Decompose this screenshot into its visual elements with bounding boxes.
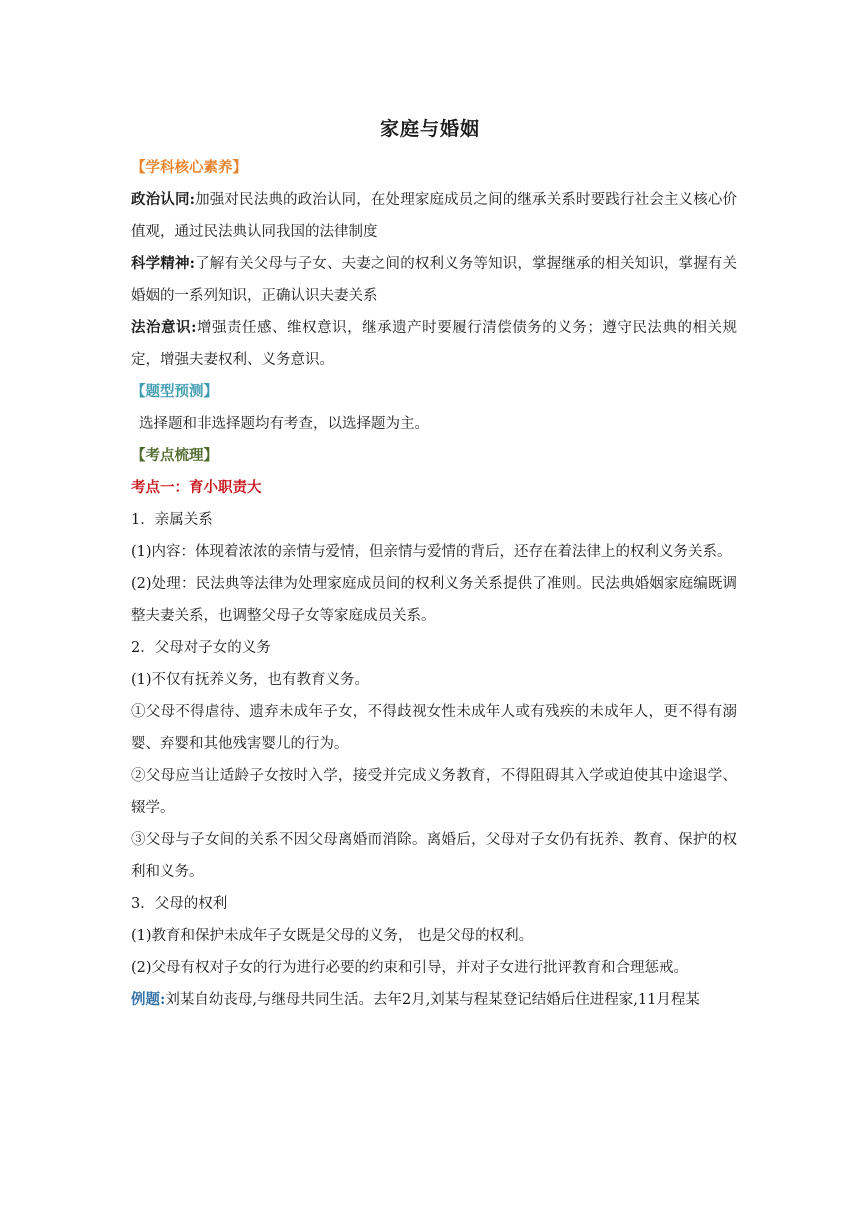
- kp1-p1: (1)内容：体现着浓浓的亲情与爱情，但亲情与爱情的背后，还存在着法律上的权利义务关系。: [131, 544, 732, 560]
- political-label: 政治认同:: [131, 191, 195, 208]
- kp1-p8: (2)父母有权对子女的行为进行必要的约束和引导，并对子女进行批评教育和合理惩戒。: [131, 960, 689, 976]
- core-political: [131, 184, 737, 248]
- law-text: 增强责任感、维权意识，继承遗产时要履行清偿债务的义务；遵守民法典的相关规定，增强夫妻权利、义务意识。: [131, 320, 737, 368]
- kp1-heading: 考点一：育小职责大: [131, 479, 262, 496]
- core-law: [131, 312, 737, 376]
- law-label: 法治意识:: [131, 319, 197, 336]
- kp1-p2: (2)处理：民法典等法律为处理家庭成员间的权利义务关系提供了准则。民法典婚姻家庭编既调整夫妻关系，也调整父母子女等家庭成员关系。: [131, 576, 737, 624]
- document-body: [131, 152, 737, 1016]
- science-label: 科学精神:: [131, 255, 195, 272]
- example-text: 刘某自幼丧母,与继母共同生活。去年2月,刘某与程某登记结婚后住进程家,11月程某: [165, 992, 700, 1008]
- section-prediction: 【题型预测】: [131, 383, 218, 400]
- kp1-p3: (1)不仅有抚养义务，也有教育义务。: [131, 672, 370, 688]
- kp1-h2: 2．父母对子女的义务: [131, 640, 271, 656]
- page-title: 家庭与婚姻: [379, 118, 480, 140]
- kp1-p6: ③父母与子女间的关系不因父母离婚而消除。离婚后，父母对子女仍有抚养、教育、保护的权利和义务。: [131, 832, 737, 880]
- kp1-p4: ①父母不得虐待、遗弃未成年子女，不得歧视女性未成年人或有残疾的未成年人，更不得有溺婴、弃婴和其他残害婴儿的行为。: [131, 704, 737, 752]
- core-science: [131, 248, 737, 312]
- section-review: 【考点梳理】: [131, 447, 218, 464]
- prediction-text: 选择题和非选择题均有考查，以选择题为主。: [139, 416, 429, 432]
- example-label: 例题:: [131, 991, 166, 1008]
- political-text: 加强对民法典的政治认同，在处理家庭成员之间的继承关系时要践行社会主义核心价值观，通过民法典认同我国的法律制度: [131, 192, 737, 240]
- science-text: 了解有关父母与子女、夫妻之间的权利义务等知识，掌握继承的相关知识，掌握有关婚姻的一系列知识，正确认识夫妻关系: [131, 256, 737, 304]
- kp1-h1: 1．亲属关系: [131, 512, 213, 528]
- kp1-p5: ②父母应当让适龄子女按时入学，接受并完成义务教育，不得阻碍其入学或迫使其中途退学、辍学。: [131, 768, 737, 816]
- kp1-h3: 3．父母的权利: [131, 896, 228, 912]
- kp1-p7: (1)教育和保护未成年子女既是父母的义务， 也是父母的权利。: [131, 928, 534, 944]
- example: [131, 984, 737, 1016]
- section-core-literacy: 【学科核心素养】: [131, 159, 247, 176]
